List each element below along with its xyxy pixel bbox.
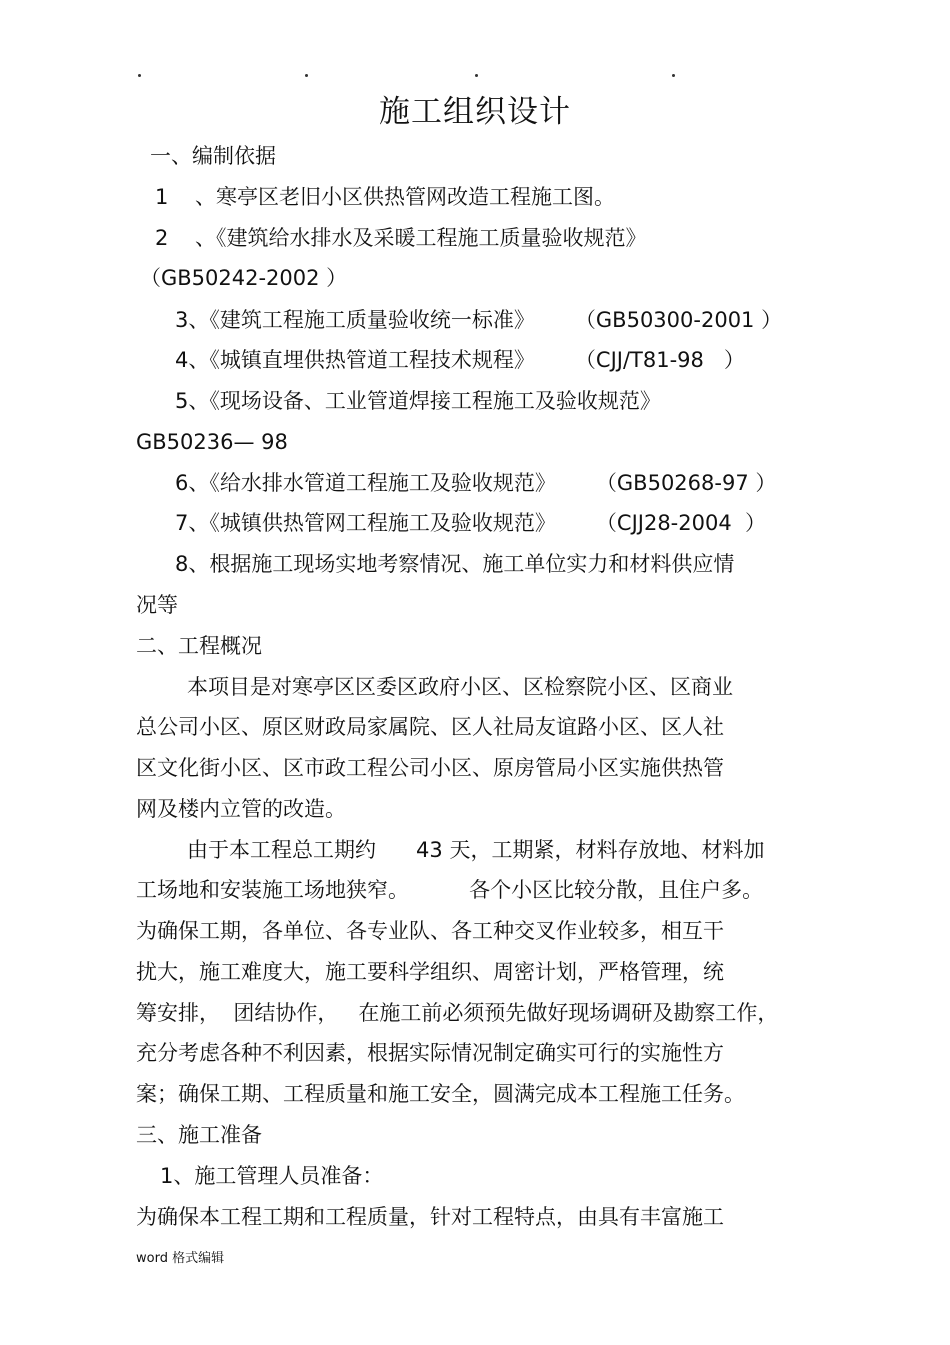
document-title: 施工组织设计 [379, 94, 571, 130]
text-line: 工场地和安装施工场地狭窄。 各个小区比较分散，且住户多。 [136, 878, 764, 902]
header-dot [305, 74, 308, 77]
text-line: 充分考虑各种不利因素，根据实际情况制定确实可行的实施性方 [136, 1041, 724, 1065]
text-line: 本项目是对寒亭区区委区政府小区、区检察院小区、区商业 [187, 675, 733, 699]
text-line: 扰大，施工难度大，施工要科学组织、周密计划，严格管理，统 [136, 960, 724, 984]
text-line: 为确保本工程工期和工程质量，针对工程特点，由具有丰富施工 [136, 1205, 724, 1229]
subsection-heading: 1、施工管理人员准备： [160, 1164, 384, 1188]
text-line: （GB50242-2002 ） [140, 266, 348, 290]
section-heading: 三、施工准备 [136, 1123, 262, 1147]
text-line: 7、《城镇供热管网工程施工及验收规范》 （CJJ28-2004 ） [175, 511, 767, 535]
text-line: 况等 [136, 593, 178, 617]
text-line: 4、《城镇直埋供热管道工程技术规程》 （CJJ/T81-98 ） [175, 348, 745, 372]
text-line: 8、根据施工现场实地考察情况、施工单位实力和材料供应情 [175, 552, 735, 576]
text-line: 筹安排， 团结协作， 在施工前必须预先做好现场调研及勘察工作， [136, 1001, 779, 1025]
text-line: 网及楼内立管的改造。 [136, 797, 346, 821]
header-dot [138, 74, 141, 77]
section-heading: 一、编制依据 [150, 144, 276, 168]
text-line: 6、《给水排水管道工程施工及验收规范》 （GB50268-97 ） [175, 471, 777, 495]
text-line: GB50236— 98 [136, 430, 288, 454]
text-line: 为确保工期，各单位、各专业队、各工种交叉作业较多，相互干 [136, 919, 724, 943]
text-line: 案；确保工期、工程质量和施工安全，圆满完成本工程施工任务。 [136, 1082, 745, 1106]
section-heading: 二、工程概况 [136, 634, 262, 658]
text-line: 3、《建筑工程施工质量验收统一标准》 （GB50300-2001 ） [175, 308, 783, 332]
text-line: 总公司小区、原区财政局家属院、区人社局友谊路小区、区人社 [136, 715, 724, 739]
header-dot-row [0, 62, 950, 82]
header-dot [475, 74, 478, 77]
text-line: 区文化街小区、区市政工程公司小区、原房管局小区实施供热管 [136, 756, 724, 780]
text-line: 5、《现场设备、工业管道焊接工程施工及验收规范》 [175, 389, 661, 413]
header-dot [672, 74, 675, 77]
text-line: 由于本工程总工期约 43 天，工期紧，材料存放地、材料加 [187, 838, 765, 862]
text-line: 1 、寒亭区老旧小区供热管网改造工程施工图。 [155, 185, 616, 209]
footer-label: word 格式编辑 [136, 1251, 225, 1266]
text-line: 2 、《建筑给水排水及采暖工程施工质量验收规范》 [155, 226, 647, 250]
